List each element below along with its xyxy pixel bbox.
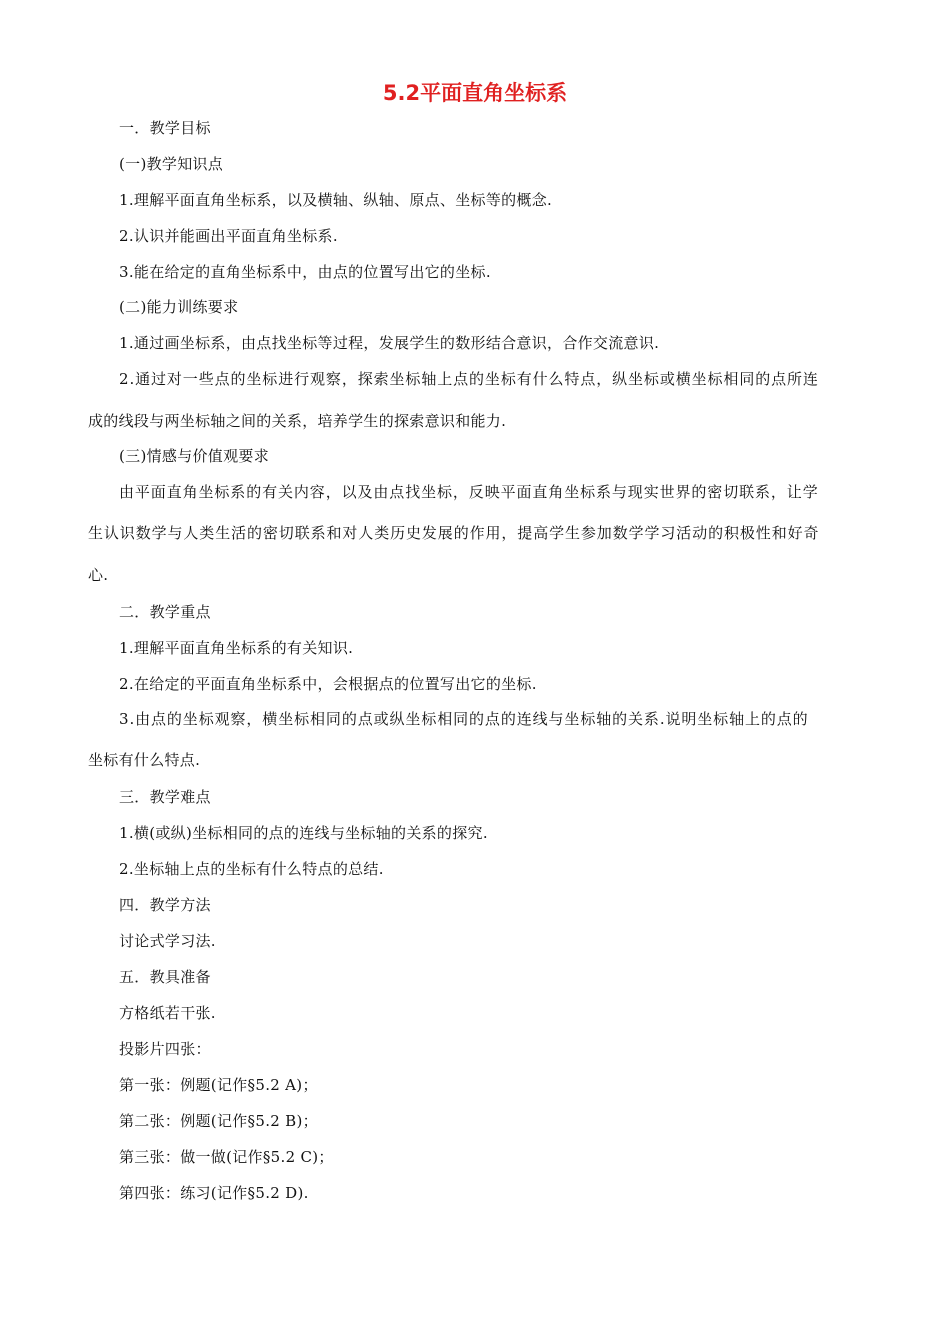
paragraph-line: 1.理解平面直角坐标系，以及横轴、纵轴、原点、坐标等的概念.	[119, 191, 553, 209]
paragraph-line: 1.理解平面直角坐标系的有关知识.	[119, 639, 354, 657]
paragraph-line: 坐标有什么特点.	[88, 751, 201, 769]
subsection-heading: (三)情感与价值观要求	[119, 447, 270, 465]
paragraph-line: 讨论式学习法.	[119, 932, 216, 950]
paragraph-line: 投影片四张：	[119, 1040, 211, 1058]
paragraph-line: 2.坐标轴上点的坐标有什么特点的总结.	[119, 860, 384, 878]
paragraph-line: 1.横(或纵)坐标相同的点的连线与坐标轴的关系的探究.	[119, 824, 488, 842]
subsection-heading: (二)能力训练要求	[119, 298, 239, 316]
section-heading-key-points: 二．教学重点	[119, 603, 211, 621]
paragraph-line: 3.由点的坐标观察，横坐标相同的点或纵坐标相同的点的连线与坐标轴的关系.说明坐标轴上的点的	[119, 710, 809, 728]
list-item: 第一张：例题(记作§5.2 A)；	[119, 1076, 318, 1094]
list-item: 第四张：练习(记作§5.2 D).	[119, 1184, 309, 1202]
paragraph-line: 心.	[88, 566, 109, 584]
paragraph-line: 1.通过画坐标系，由点找坐标等过程，发展学生的数形结合意识，合作交流意识.	[119, 334, 660, 352]
page-title: 5.2平面直角坐标系	[382, 81, 568, 105]
subsection-heading: (一)教学知识点	[119, 155, 224, 173]
paragraph-line: 2.认识并能画出平面直角坐标系.	[119, 227, 338, 245]
section-heading-materials: 五．教具准备	[119, 968, 211, 986]
list-item: 第三张：做一做(记作§5.2 C)；	[119, 1148, 334, 1166]
paragraph-line: 由平面直角坐标系的有关内容，以及由点找坐标，反映平面直角坐标系与现实世界的密切联系，让学	[119, 483, 819, 501]
section-heading-methods: 四．教学方法	[119, 896, 211, 914]
paragraph-line: 成的线段与两坐标轴之间的关系，培养学生的探索意识和能力.	[88, 412, 507, 430]
paragraph-line: 生认识数学与人类生活的密切联系和对人类历史发展的作用，提高学生参加数学学习活动的积极性和好奇	[88, 524, 820, 542]
paragraph-line: 方格纸若干张.	[119, 1004, 216, 1022]
paragraph-line: 3.能在给定的直角坐标系中，由点的位置写出它的坐标.	[119, 263, 491, 281]
list-item: 第二张：例题(记作§5.2 B)；	[119, 1112, 318, 1130]
section-heading-objectives: 一．教学目标	[119, 119, 211, 137]
paragraph-line: 2.在给定的平面直角坐标系中，会根据点的位置写出它的坐标.	[119, 675, 537, 693]
paragraph-line: 2.通过对一些点的坐标进行观察，探索坐标轴上点的坐标有什么特点，纵坐标或横坐标相同的点所连	[119, 370, 819, 388]
section-heading-difficulties: 三．教学难点	[119, 788, 211, 806]
